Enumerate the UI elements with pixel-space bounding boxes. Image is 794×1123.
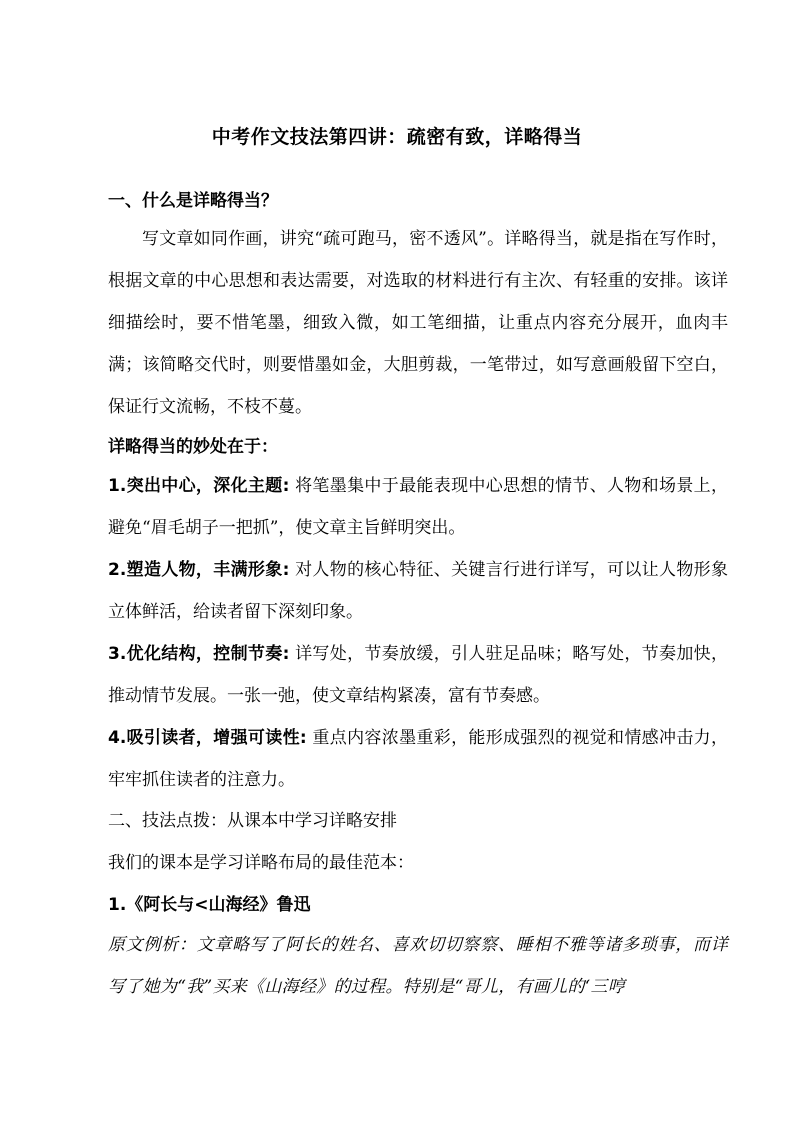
section1-intro: 写文章如同作画，讲究“疏可跑马，密不透风”。详略得当，就是指在写作时，根据文章的中心思想和表达需要，对选取的材料进行有主次、有轻重的安排。该详细描绘时，要不惜笔墨，细致入微，如工笔细描，让重点内容充分展开，血肉丰满；该简略交代时，则要惜墨如金，大胆剪裁，一笔带过，如写意画般留下空白，保证行文流畅，不枝不蔓。 [108,229,728,417]
benefit-item-4 [108,717,728,801]
benefit-item-2 [108,549,728,633]
benefit-text: 重点内容浓墨重彩，能形成强烈的视觉和情感冲击力，牢牢抓住读者的注意力。 [108,728,728,790]
benefit-item-1 [108,465,728,549]
benefit-label: 1.突出中心，深化主题: [108,476,290,496]
benefit-text: 将笔墨集中于最能表现中心思想的情节、人物和场景上，避免“眉毛胡子一把抓”，使文章主旨鲜明突出。 [108,476,728,538]
example1-text: 原文例析：文章略写了阿长的姓名、喜欢切切察察、睡相不雅等诸多琐事，而详写了她为“我”买来《山海经》的过程。特别是“哥儿，有画儿的‘三哼 [108,935,728,997]
section2-intro: 我们的课本是学习详略布局的最佳范本： [108,853,414,873]
benefit-label: 4.吸引读者，增强可读性: [108,728,307,748]
benefit-item-3 [108,633,728,717]
benefit-label: 3.优化结构，控制节奏: [108,644,290,664]
benefit-text: 详写处，节奏放缓，引人驻足品味；略写处，节奏加快，推动情节发展。一张一弛，使文章结构紧凑，富有节奏感。 [108,644,728,706]
page-title: 中考作文技法第四讲：疏密有致，详略得当 [211,126,583,148]
benefit-label: 2.塑造人物，丰满形象: [108,560,290,580]
benefit-text: 对人物的核心特征、关键言行进行详写，可以让人物形象立体鲜活，给读者留下深刻印象。 [108,560,728,622]
section2-heading: 二、技法点拨：从课本中学习详略安排 [108,811,397,831]
example1-heading: 1.《阿长与<山海经》鲁迅 [108,895,311,915]
section1-heading: 一、什么是详略得当？ [108,191,278,211]
benefits-heading: 详略得当的妙处在于： [108,437,278,457]
